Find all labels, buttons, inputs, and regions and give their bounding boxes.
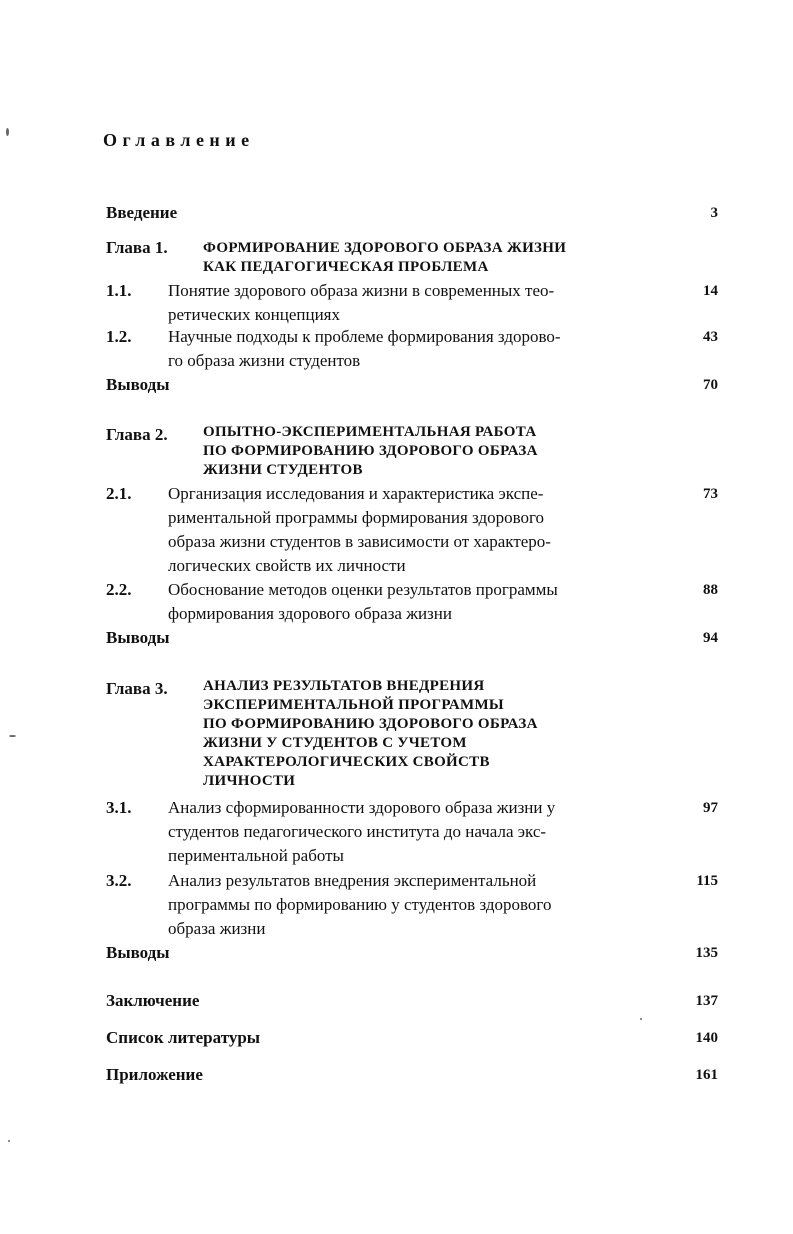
section-title-line: программы по формированию у студентов здорового <box>168 895 552 914</box>
section-title-line: риментальной программы формирования здорового <box>168 508 545 527</box>
entry-page: 137 <box>695 993 718 1009</box>
section-title-line: логических свойств их личности <box>168 556 406 575</box>
chapter-title-line: ЖИЗНИ СТУДЕНТОВ <box>203 462 363 478</box>
section-title-line: Анализ результатов внедрения экспериментальной <box>168 871 537 890</box>
chapter-title-line: ХАРАКТЕРОЛОГИЧЕСКИХ СВОЙСТВ <box>203 754 490 770</box>
section-title-line: образа жизни <box>168 919 266 938</box>
chapter-title-line: ОПЫТНО-ЭКСПЕРИМЕНТАЛЬНАЯ РАБОТА <box>203 424 537 440</box>
scan-speck <box>8 1140 10 1142</box>
entry-page: 3 <box>710 205 718 221</box>
chapter-title-line: ЭКСПЕРИМЕНТАЛЬНОЙ ПРОГРАММЫ <box>203 697 504 713</box>
scan-speck <box>640 1018 642 1020</box>
section-title-line: Понятие здорового образа жизни в современных тео- <box>168 281 555 300</box>
section-number: 3.1. <box>106 798 132 817</box>
entry-page: 135 <box>695 945 718 961</box>
section-title-line: Организация исследования и характеристика экспе- <box>168 484 544 503</box>
chapter-label: Глава 2. <box>106 425 168 444</box>
chapter-title-line: ПО ФОРМИРОВАНИЮ ЗДОРОВОГО ОБРАЗА <box>203 443 538 459</box>
section-title-line: студентов педагогического института до начала экс- <box>168 822 547 841</box>
entry-label: Выводы <box>106 628 170 647</box>
entry-page: 140 <box>695 1030 718 1046</box>
section-number: 2.2. <box>106 580 132 599</box>
chapter-label: Глава 1. <box>106 238 168 257</box>
entry-page: 43 <box>703 329 718 345</box>
entry-label: Выводы <box>106 375 170 394</box>
entry-page: 161 <box>695 1067 718 1083</box>
entry-label: Выводы <box>106 943 170 962</box>
section-title-line: Обоснование методов оценки результатов программы <box>168 580 558 599</box>
entry-page: 97 <box>703 800 718 816</box>
chapter-title-line: ПО ФОРМИРОВАНИЮ ЗДОРОВОГО ОБРАЗА <box>203 716 538 732</box>
chapter-title-line: ЛИЧНОСТИ <box>203 773 296 789</box>
section-number: 1.1. <box>106 281 132 300</box>
entry-label: Приложение <box>106 1065 203 1084</box>
entry-page: 14 <box>703 283 718 299</box>
entry-label: Введение <box>106 203 178 222</box>
section-title-line: образа жизни студентов в зависимости от характеро- <box>168 532 551 551</box>
section-title-line: формирования здорового образа жизни <box>168 604 452 623</box>
entry-label: Список литературы <box>106 1028 261 1047</box>
chapter-label: Глава 3. <box>106 679 168 698</box>
scan-speck <box>6 128 9 136</box>
chapter-title-line: АНАЛИЗ РЕЗУЛЬТАТОВ ВНЕДРЕНИЯ <box>203 678 485 694</box>
section-title-line: ретических концепциях <box>168 305 340 324</box>
page-title: Оглавление <box>103 130 255 150</box>
entry-page: 70 <box>703 377 718 393</box>
section-title-line: периментальной работы <box>168 846 344 865</box>
entry-page: 73 <box>703 486 718 502</box>
chapter-title-line: ЖИЗНИ У СТУДЕНТОВ С УЧЕТОМ <box>203 735 467 751</box>
entry-page: 94 <box>703 630 718 646</box>
section-title-line: Анализ сформированности здорового образа жизни у <box>168 798 556 817</box>
entry-label: Заключение <box>106 991 200 1010</box>
entry-page: 88 <box>703 582 718 598</box>
entry-page: 115 <box>696 873 718 889</box>
section-title-line: Научные подходы к проблеме формирования здорово- <box>168 327 561 346</box>
chapter-title-line: ФОРМИРОВАНИЕ ЗДОРОВОГО ОБРАЗА ЖИЗНИ <box>203 240 567 256</box>
chapter-title-line: КАК ПЕДАГОГИЧЕСКАЯ ПРОБЛЕМА <box>203 259 489 275</box>
section-number: 3.2. <box>106 871 132 890</box>
section-number: 1.2. <box>106 327 132 346</box>
scan-speck <box>9 735 16 737</box>
section-title-line: го образа жизни студентов <box>168 351 361 370</box>
section-number: 2.1. <box>106 484 132 503</box>
